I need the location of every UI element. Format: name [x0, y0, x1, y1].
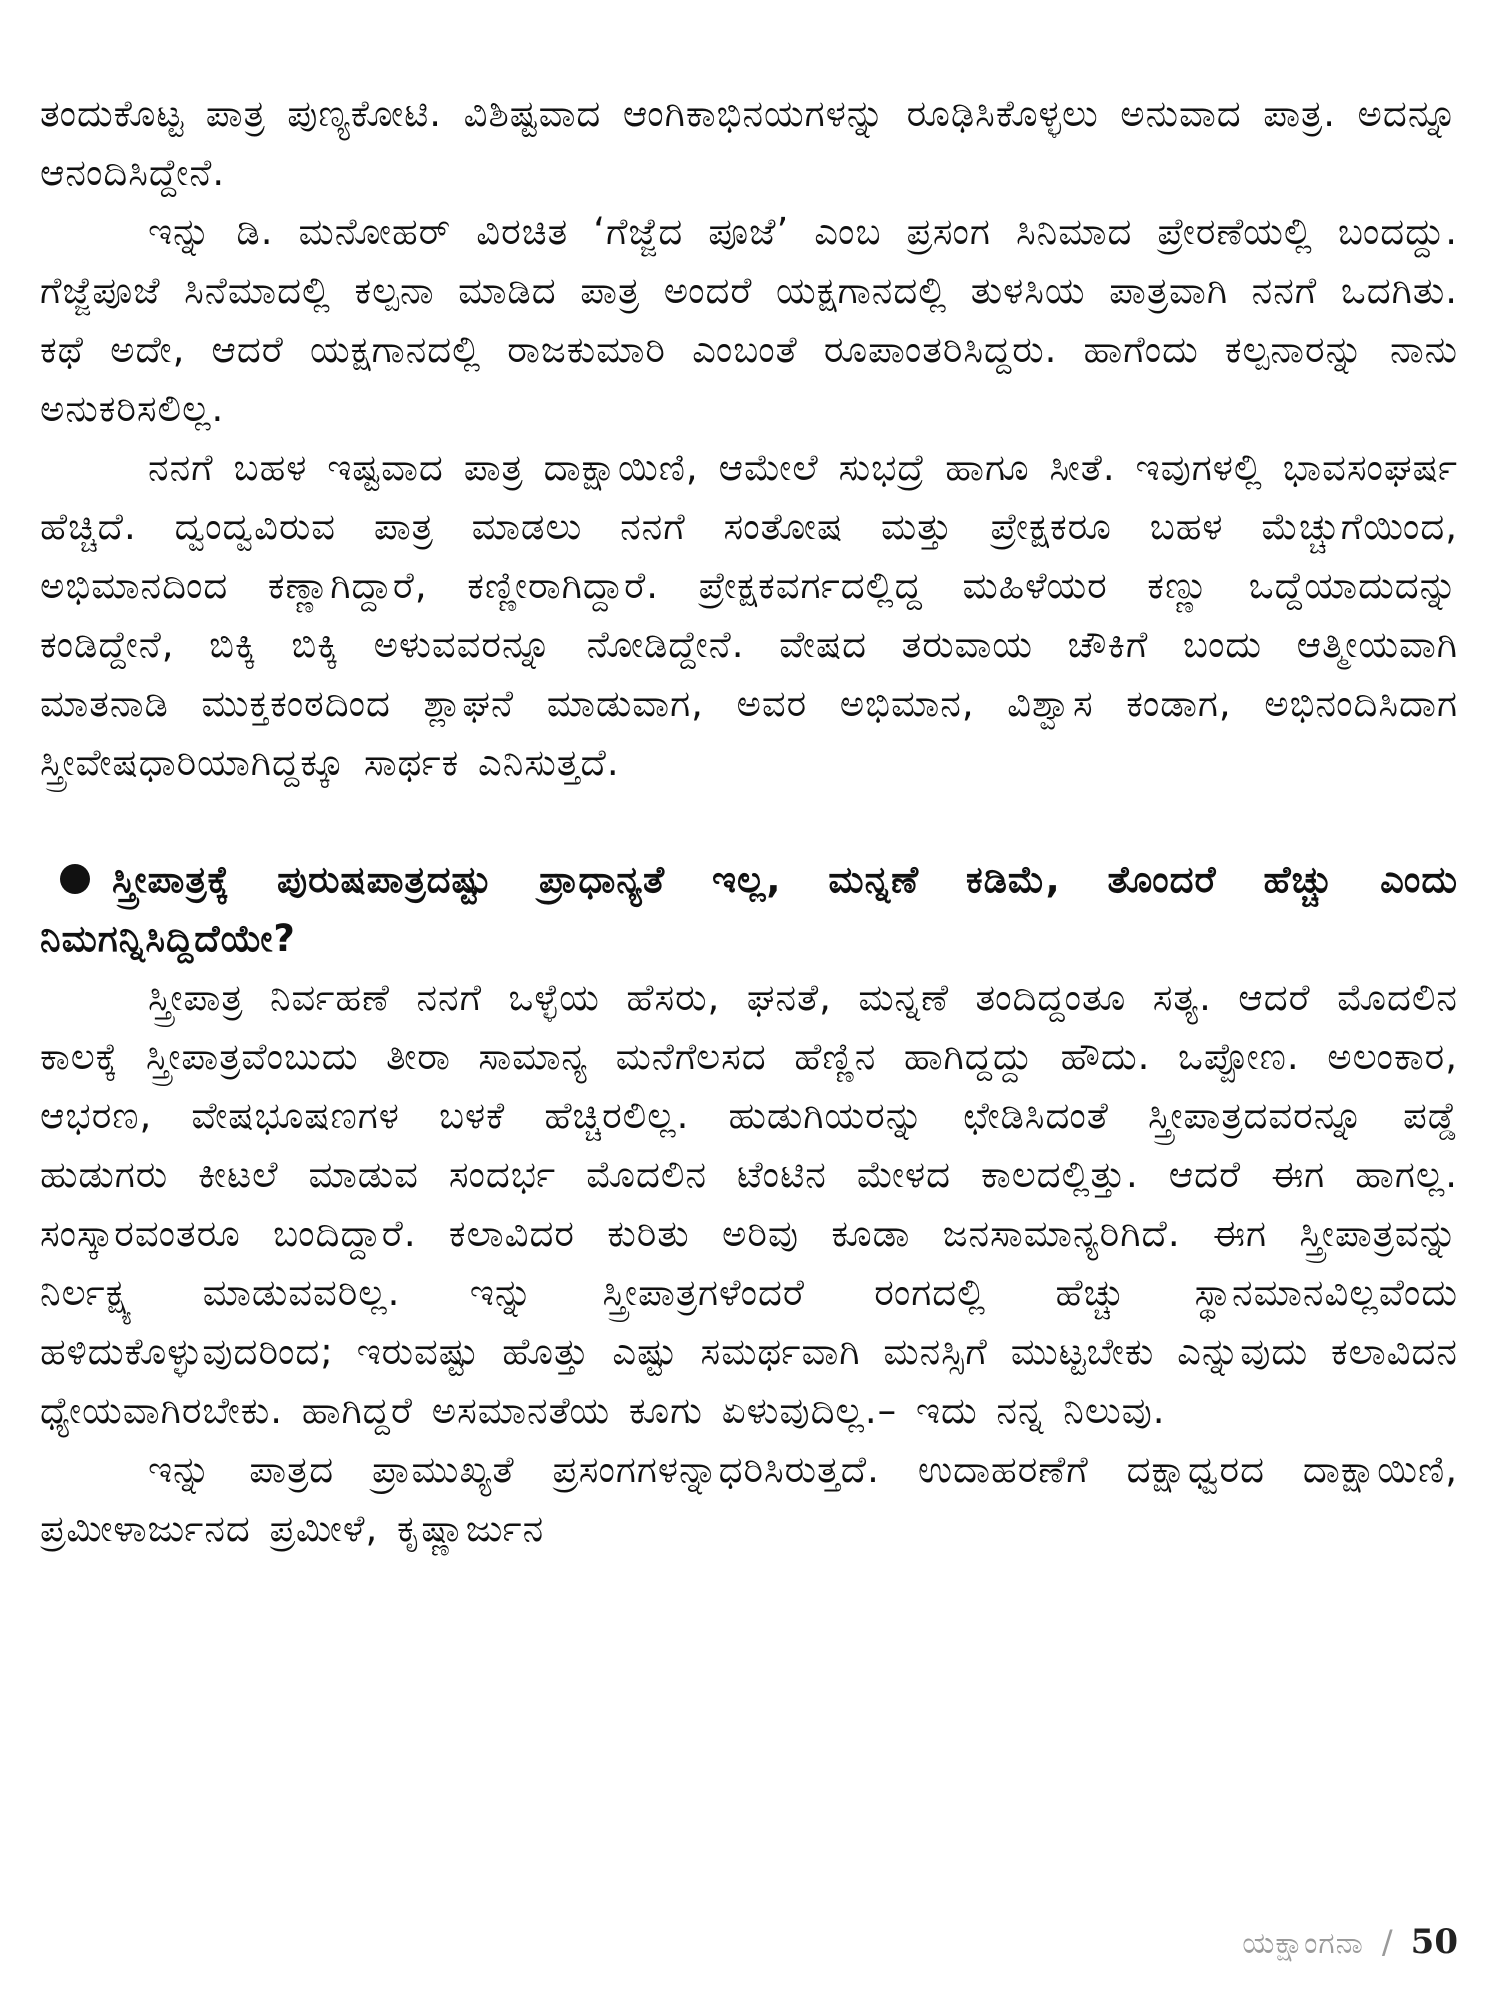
page-body: [40, 84, 1458, 1558]
paragraph-3: ನನಗೆ ಬಹಳ ಇಷ್ಟವಾದ ಪಾತ್ರ ದಾಕ್ಷಾಯಿಣಿ, ಆಮೇಲೆ ಸುಭದ್ರೆ ಹಾಗೂ ಸೀತೆ. ಇವುಗಳಲ್ಲಿ ಭಾವಸಂಘರ್ಷ ಹೆಚ್ಚಿದೆ. ದ್ವಂದ್ವವಿರುವ ಪಾತ್ರ ಮಾಡಲು ನನಗೆ ಸಂತೋಷ ಮತ್ತು ಪ್ರೇಕ್ಷಕರೂ ಬಹಳ ಮೆಚ್ಚುಗೆಯಿಂದ, ಅಭಿಮಾನದಿಂದ ಕಣ್ಣಾಗಿದ್ದಾರೆ, ಕಣ್ಣೀರಾಗಿದ್ದಾರೆ. ಪ್ರೇಕ್ಷಕವರ್ಗದಲ್ಲಿದ್ದ ಮಹಿಳೆಯರ ಕಣ್ಣು ಒದ್ದೆಯಾದುದನ್ನು ಕಂಡಿದ್ದೇನೆ, ಬಿಕ್ಕಿ ಬಿಕ್ಕಿ ಅಳುವವರನ್ನೂ ನೋಡಿದ್ದೇನೆ. ವೇಷದ ತರುವಾಯ ಚೌಕಿಗೆ ಬಂದು ಆತ್ಮೀಯವಾಗಿ ಮಾತನಾಡಿ ಮುಕ್ತಕಂಠದಿಂದ ಶ್ಲಾಘನೆ ಮಾಡುವಾಗ, ಅವರ ಅಭಿಮಾನ, ವಿಶ್ವಾಸ ಕಂಡಾಗ, ಅಭಿನಂದಿಸಿದಾಗ ಸ್ತ್ರೀವೇಷಧಾರಿಯಾಗಿದ್ದಕ್ಕೂ ಸಾರ್ಥಕ ಎನಿಸುತ್ತದೆ.: [40, 446, 1458, 784]
footer-separator: /: [1381, 1923, 1393, 1961]
footer-title: ಯಕ್ಷಾಂಗನಾ: [1242, 1926, 1364, 1961]
page-footer: [1242, 1922, 1458, 1962]
paragraph-1: ತಂದುಕೊಟ್ಟ ಪಾತ್ರ ಪುಣ್ಯಕೋಟಿ. ವಿಶಿಷ್ಟವಾದ ಆಂಗಿಕಾಭಿನಯಗಳನ್ನು ರೂಢಿಸಿಕೊಳ್ಳಲು ಅನುವಾದ ಪಾತ್ರ. ಅದನ್ನೂ ಆನಂದಿಸಿದ್ದೇನೆ.: [40, 92, 1458, 194]
answer-paragraph-2: ಇನ್ನು ಪಾತ್ರದ ಪ್ರಾಮುಖ್ಯತೆ ಪ್ರಸಂಗಗಳನ್ನಾಧರಿಸಿರುತ್ತದೆ. ಉದಾಹರಣೆಗೆ ದಕ್ಷಾಧ್ವರದ ದಾಕ್ಷಾಯಿಣಿ, ಪ್ರಮೀಳಾರ್ಜುನದ ಪ್ರಮೀಳೆ, ಕೃಷ್ಣಾರ್ಜುನ: [40, 1448, 1458, 1550]
answer-paragraph-1: ಸ್ತ್ರೀಪಾತ್ರ ನಿರ್ವಹಣೆ ನನಗೆ ಒಳ್ಳೆಯ ಹೆಸರು, ಘನತೆ, ಮನ್ನಣೆ ತಂದಿದ್ದಂತೂ ಸತ್ಯ. ಆದರೆ ಮೊದಲಿನ ಕಾಲಕ್ಕೆ ಸ್ತ್ರೀಪಾತ್ರವೆಂಬುದು ತೀರಾ ಸಾಮಾನ್ಯ ಮನೆಗೆಲಸದ ಹೆಣ್ಣಿನ ಹಾಗಿದ್ದದ್ದು ಹೌದು. ಒಪ್ಪೋಣ. ಅಲಂಕಾರ, ಆಭರಣ, ವೇಷಭೂಷಣಗಳ ಬಳಕೆ ಹೆಚ್ಚಿರಲಿಲ್ಲ. ಹುಡುಗಿಯರನ್ನು ಛೇಡಿಸಿದಂತೆ ಸ್ತ್ರೀಪಾತ್ರದವರನ್ನೂ ಪಡ್ಡೆ ಹುಡುಗರು ಕೀಟಲೆ ಮಾಡುವ ಸಂದರ್ಭ ಮೊದಲಿನ ಟೆಂಟಿನ ಮೇಳದ ಕಾಲದಲ್ಲಿತ್ತು. ಆದರೆ ಈಗ ಹಾಗಲ್ಲ. ಸಂಸ್ಕಾರವಂತರೂ ಬಂದಿದ್ದಾರೆ. ಕಲಾವಿದರ ಕುರಿತು ಅರಿವು ಕೂಡಾ ಜನಸಾಮಾನ್ಯರಿಗಿದೆ. ಈಗ ಸ್ತ್ರೀಪಾತ್ರವನ್ನು ನಿರ್ಲಕ್ಷ್ಯ ಮಾಡುವವರಿಲ್ಲ. ಇನ್ನು ಸ್ತ್ರೀಪಾತ್ರಗಳೆಂದರೆ ರಂಗದಲ್ಲಿ ಹೆಚ್ಚು ಸ್ಥಾನಮಾನವಿಲ್ಲವೆಂದು ಹಳಿದುಕೊಳ್ಳುವುದರಿಂದ; ಇರುವಷ್ಟು ಹೊತ್ತು ಎಷ್ಟು ಸಮರ್ಥವಾಗಿ ಮನಸ್ಸಿಗೆ ಮುಟ್ಟಬೇಕು ಎನ್ನುವುದು ಕಲಾವಿದನ ಧ್ಯೇಯವಾಗಿರಬೇಕು. ಹಾಗಿದ್ದರೆ ಅಸಮಾನತೆಯ ಕೂಗು ಏಳುವುದಿಲ್ಲ.– ಇದು ನನ್ನ ನಿಲುವು.: [40, 976, 1458, 1432]
question-text: ಸ್ತ್ರೀಪಾತ್ರಕ್ಕೆ ಪುರುಷಪಾತ್ರದಷ್ಟು ಪ್ರಾಧಾನ್ಯತೆ ಇಲ್ಲ, ಮನ್ನಣೆ ಕಡಿಮೆ, ತೊಂದರೆ ಹೆಚ್ಚು ಎಂದು ನಿಮಗನ್ನಿಸಿದ್ದಿದೆಯೇ?: [40, 858, 1458, 960]
bullet-icon: [60, 864, 90, 894]
question-heading: [40, 850, 1458, 968]
paragraph-2: ಇನ್ನು ಡಿ. ಮನೋಹರ್ ವಿರಚಿತ ‘ಗೆಜ್ಜೆದ ಪೂಜೆ’ ಎಂಬ ಪ್ರಸಂಗ ಸಿನಿಮಾದ ಪ್ರೇರಣೆಯಲ್ಲಿ ಬಂದದ್ದು. ಗೆಜ್ಜೆಪೂಜೆ ಸಿನೆಮಾದಲ್ಲಿ ಕಲ್ಪನಾ ಮಾಡಿದ ಪಾತ್ರ ಅಂದರೆ ಯಕ್ಷಗಾನದಲ್ಲಿ ತುಳಸಿಯ ಪಾತ್ರವಾಗಿ ನನಗೆ ಒದಗಿತು. ಕಥೆ ಅದೇ, ಆದರೆ ಯಕ್ಷಗಾನದಲ್ಲಿ ರಾಜಕುಮಾರಿ ಎಂಬಂತೆ ರೂಪಾಂತರಿಸಿದ್ದರು. ಹಾಗೆಂದು ಕಲ್ಪನಾರನ್ನು ನಾನು ಅನುಕರಿಸಲಿಲ್ಲ.: [40, 210, 1458, 430]
page-number: 50: [1410, 1922, 1458, 1962]
